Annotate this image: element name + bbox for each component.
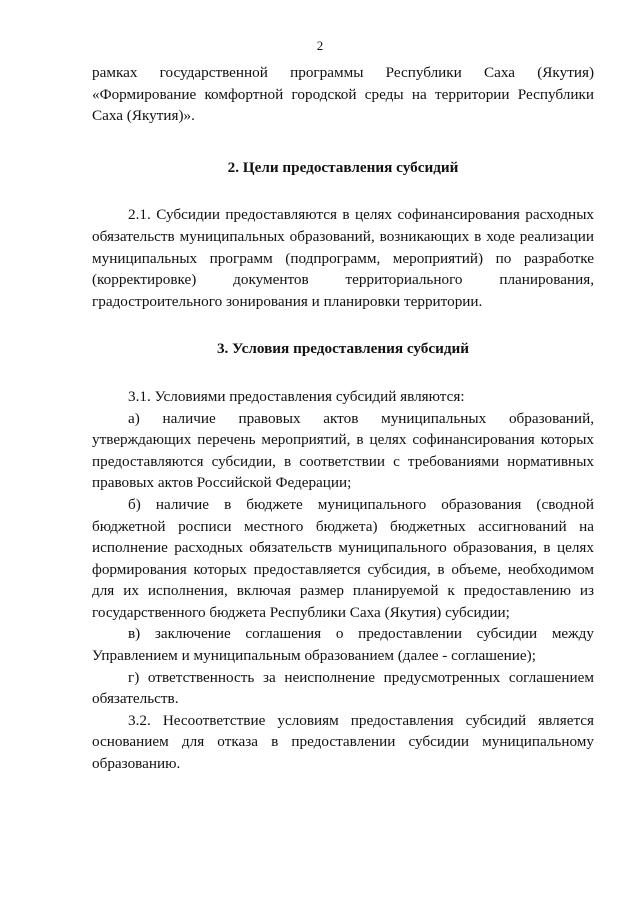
section-2-heading: 2. Цели предоставления субсидий — [227, 158, 459, 176]
section-3-heading: 3. Условия предоставления субсидий — [216, 340, 470, 358]
paragraph-3-2: 3.2. Несоответствие условиям предоставления субсидий является основанием для отказа в предоставлении субсидии муниципальному образованию. — [92, 711, 594, 773]
page-number: 2 — [316, 38, 324, 53]
condition-item-b: б) наличие в бюджете муниципального образования (сводной бюджетной росписи местного бюджета) бюджетных ассигнований на исполнение расходных обязательств муниципального образования, в целях формирования которых предоставляется субсидия, в объеме, необходимом для их исполнения, включая размер планируемой к предоставлению из государственного бюджета Республики Саха (Якутия) субсидии; — [92, 495, 594, 621]
condition-item-a: а) наличие правовых актов муниципальных образований, утверждающих перечень мероприятий, в целях софинансирования которых предоставляются субсидии, в соответствии с требованиями нормативных правовых актов Российской Федерации; — [92, 409, 594, 492]
document-body — [92, 62, 594, 775]
condition-item-v: в) заключение соглашения о предоставлении субсидии между Управлением и муниципальным образованием (далее - соглашение); — [92, 625, 594, 665]
paragraph-3-1: 3.1. Условиями предоставления субсидий являются: — [128, 387, 465, 405]
condition-item-g: г) ответственность за неисполнение предусмотренных соглашением обязательств. — [92, 668, 594, 708]
intro-paragraph: рамках государственной программы Республики Саха (Якутия) «Формирование комфортной городской среды на территории Республики Саха (Якутия)». — [92, 64, 594, 125]
paragraph-2-1: 2.1. Субсидии предоставляются в целях софинансирования расходных обязательств муниципальных образований, возникающих в ходе реализации муниципальных программ (подпрограмм, мероприятий) по разработке (корректировке) документов территориального планирования, градостроительного зонирования и планировки территории. — [92, 206, 594, 310]
